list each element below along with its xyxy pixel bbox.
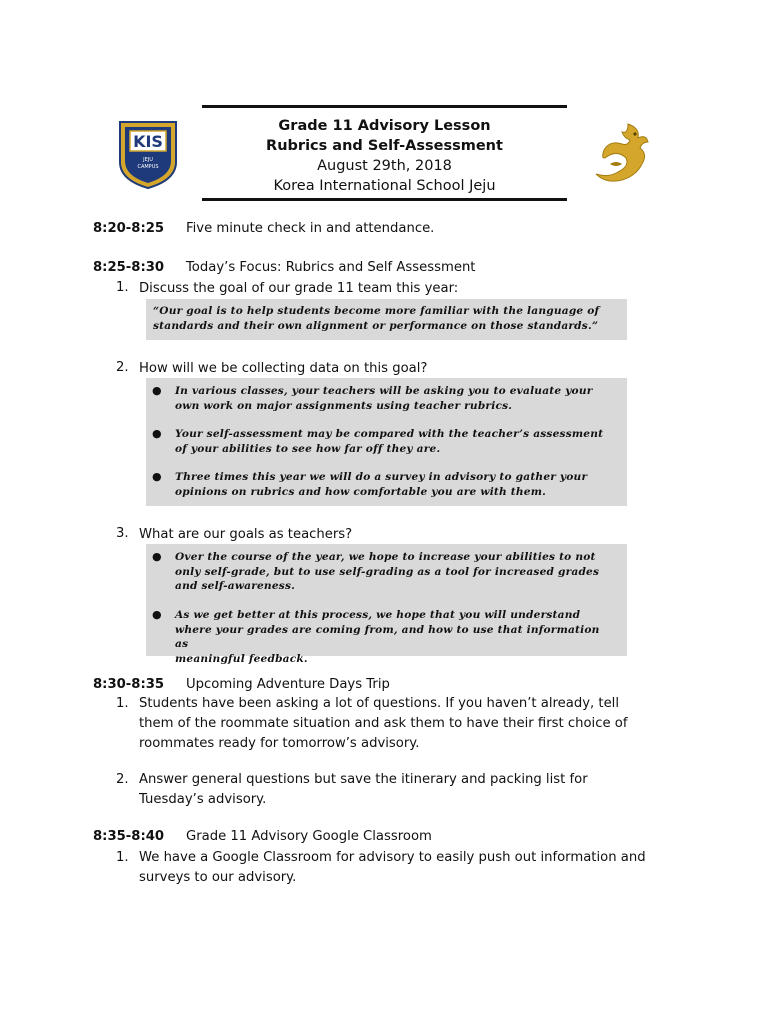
kis-logo-text: KIS: [133, 132, 163, 151]
section-time: 8:25-8:30: [93, 260, 165, 275]
bullet-icon: ●: [152, 550, 162, 563]
list-number: 1.: [116, 850, 129, 865]
section-time: 8:20-8:25: [93, 221, 165, 236]
section-time: 8:35-8:40: [93, 829, 165, 844]
bullet-box: [146, 378, 627, 506]
lesson-title: Grade 11 Advisory Lesson: [278, 118, 491, 134]
dragon-logo: [588, 120, 652, 186]
section-label: Today’s Focus: Rubrics and Self Assessment: [186, 260, 476, 275]
quote-box: [146, 299, 627, 340]
lesson-date: August 29th, 2018: [317, 158, 452, 174]
section-label: Five minute check in and attendance.: [186, 221, 435, 236]
bullet-box: [146, 544, 627, 665]
bullet-text: Your self-assessment may be compared with the teacher’s assessment of your abilities to see how far off they are.: [175, 428, 604, 455]
list-number: 3.: [116, 526, 129, 541]
list-item: How will we be collecting data on this goal?: [139, 361, 428, 376]
bullet-icon: ●: [152, 608, 162, 621]
bullet-icon: ●: [152, 427, 162, 440]
bullet-text: Three times this year we will do a survey in advisory to gather your opinions on rubrics and how comfortable you are with them.: [175, 471, 588, 498]
list-item: We have a Google Classroom for advisory to easily push out information and surveys to our advisory.: [139, 850, 646, 885]
list-item: Answer general questions but save the itinerary and packing list for Tuesday’s advisory.: [139, 772, 588, 807]
section-label: Grade 11 Advisory Google Classroom: [186, 829, 432, 844]
school-name: Korea International School Jeju: [273, 178, 496, 194]
section-label: Upcoming Adventure Days Trip: [186, 677, 390, 692]
bullet-icon: ●: [152, 470, 162, 483]
svg-text:JEJU: JEJU: [143, 157, 153, 163]
list-number: 1.: [116, 696, 129, 711]
list-item: What are our goals as teachers?: [139, 527, 353, 542]
svg-text:CAMPUS: CAMPUS: [137, 164, 159, 170]
list-number: 2.: [116, 772, 129, 787]
list-item: Students have been asking a lot of questions. If you haven’t already, tell them of the roommate situation and ask them to have their first choice of roommates ready for tomorrow’s advisory.: [139, 696, 628, 751]
quote-line: standards and their own alignment or performance on those standards.”: [153, 320, 599, 332]
section-time: 8:30-8:35: [93, 677, 165, 692]
lesson-subtitle: Rubrics and Self-Assessment: [266, 138, 503, 154]
list-number: 2.: [116, 360, 129, 375]
kis-logo: [116, 118, 180, 190]
document-header: [202, 105, 567, 201]
list-number: 1.: [116, 280, 129, 295]
bullet-text: In various classes, your teachers will be asking you to evaluate your own work on major assignments using teacher rubrics.: [175, 385, 593, 412]
bullet-icon: ●: [152, 384, 162, 397]
quote-line: “Our goal is to help students become more familiar with the language of: [153, 305, 600, 317]
bullet-text: As we get better at this process, we hope that you will understand where your grades are coming from, and how to use that information as meaningful feedback.: [175, 609, 600, 665]
list-item: Discuss the goal of our grade 11 team this year:: [139, 281, 459, 296]
bullet-text: Over the course of the year, we hope to increase your abilities to not only self-grade, but to use self-grading as a tool for increased grades and self-awareness.: [175, 551, 600, 592]
